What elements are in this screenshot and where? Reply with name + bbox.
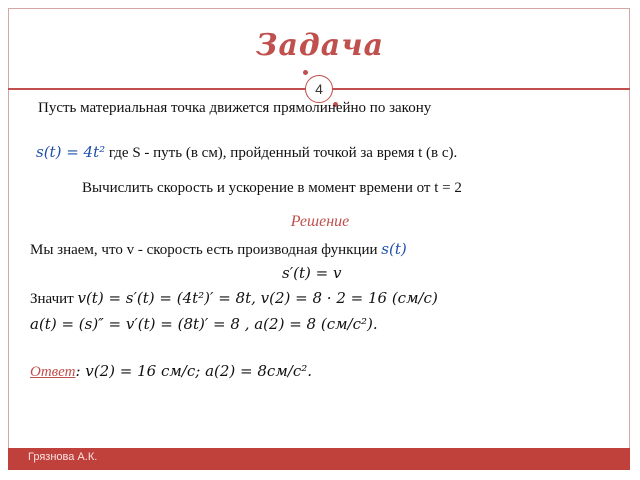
- slide-title: Задача: [255, 28, 385, 63]
- answer-line: [30, 362, 312, 381]
- velocity-formula: v(t) = s′(t) = (4t²)′ = 8t, v(2) = 8 · 2 = 16 (см/с): [77, 289, 438, 307]
- footer-bar: [8, 448, 630, 470]
- solution-heading: Решение: [290, 213, 350, 230]
- problem-line-2: [36, 143, 457, 162]
- solution-line-1: [30, 240, 407, 259]
- page-number-badge: 4: [305, 75, 333, 103]
- decor-dot-top: [303, 70, 308, 75]
- solution-line-3: [30, 289, 438, 308]
- answer-text: : v(2) = 16 см/с; a(2) = 8см/с².: [75, 362, 312, 380]
- author-label: Грязнова А.К.: [28, 451, 98, 463]
- solution-line-1-text: Мы знаем, что v - скорость есть производная функции: [30, 242, 382, 258]
- function-s-formula: s(t): [381, 240, 407, 258]
- problem-task: Вычислить скорость и ускорение в момент времени от t = 2: [82, 180, 462, 196]
- derivative-formula: s′(t) = v: [282, 264, 342, 282]
- problem-line-1: Пусть материальная точка движется прямолинейно по закону: [38, 100, 432, 116]
- answer-label: Ответ: [30, 364, 76, 380]
- acceleration-formula: a(t) = (s)″ = v′(t) = (8t)′ = 8 , a(2) = 8 (см/с²).: [30, 315, 378, 333]
- law-formula: s(t) = 4t²: [36, 143, 106, 161]
- solution-line-3-label: Значит: [30, 291, 78, 307]
- problem-line-2-text: где S - путь (в см), пройденный точкой за время t (в с).: [105, 145, 458, 161]
